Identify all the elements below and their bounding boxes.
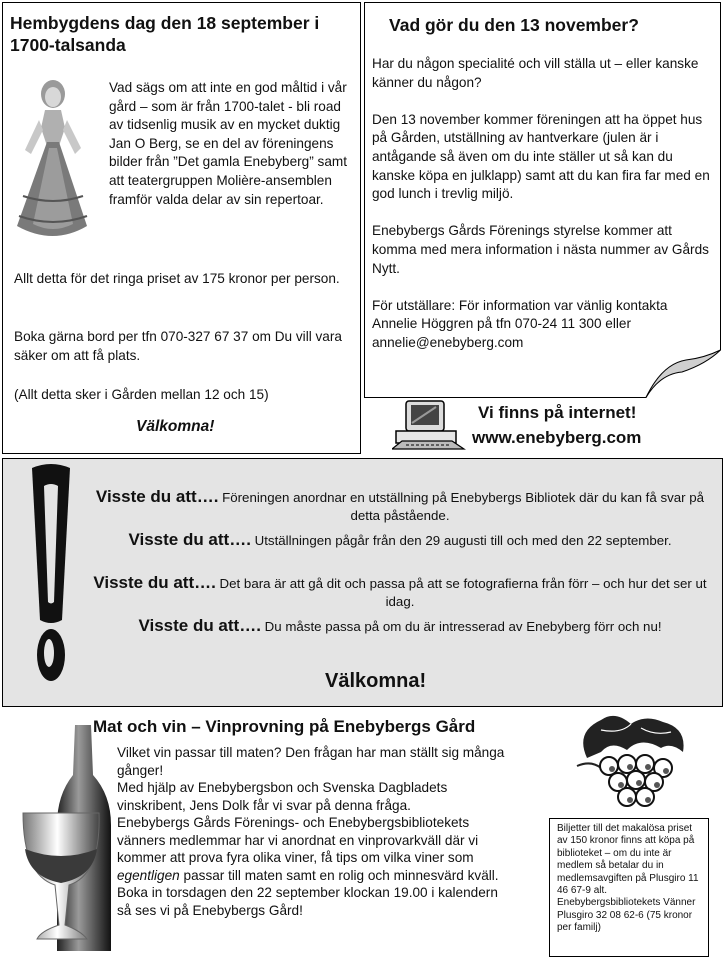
- visste-text: Föreningen anordnar en utställning på Enebybergs Bibliotek där du kan få svar på detta påstående.: [218, 490, 705, 523]
- hembygd-title: Hembygdens dag den 18 september i 1700-talsanda: [10, 13, 320, 55]
- hembygd-booking-text: Boka gärna bord per tfn 070-327 67 37 om Du vill vara säker om att få plats.: [14, 329, 342, 363]
- november-title: Vad gör du den 13 november?: [389, 15, 639, 35]
- wine-bottle-glass-image: [15, 725, 115, 957]
- visste-lead: Visste du att….: [93, 573, 216, 592]
- visste-text: Utställningen pågår från den 29 augusti till och med den 22 september.: [250, 533, 672, 548]
- wine-paragraph: Boka in torsdagen den 22 september klockan 19.00 i kalendern så ses vi på Enebybergs Gård!: [117, 885, 498, 918]
- website-link[interactable]: www.enebyberg.com: [472, 428, 642, 447]
- wine-paragraph: [117, 814, 515, 884]
- visste-item: [90, 574, 710, 610]
- november-paragraph: Enebybergs Gårds Förenings styrelse kommer att komma med mera information i nästa nummer av Gårds Nytt.: [372, 223, 709, 276]
- computer-icon: [392, 399, 470, 451]
- wine-paragraph: Med hjälp av Enebybergsbon och Svenska Dagbladets vinskribent, Jens Dolk får vi svar på denna fråga.: [117, 780, 448, 813]
- hembygd-time-note: (Allt detta sker i Gården mellan 12 och 15): [14, 387, 269, 402]
- november-body: [372, 55, 712, 371]
- wine-title: Mat och vin – Vinprovning på Enebybergs Gård: [93, 717, 476, 736]
- visste-welcome: Välkomna!: [325, 670, 427, 692]
- visste-item: [90, 531, 710, 550]
- visste-lead: Visste du att….: [128, 530, 251, 549]
- exclamation-icon: [22, 462, 80, 684]
- visste-text: Du måste passa på om du är intresserad av Enebyberg förr och nu!: [260, 619, 662, 634]
- visste-lead: Visste du att….: [138, 616, 261, 635]
- visste-item: [90, 617, 710, 636]
- wine-text: passar till maten samt en rolig och minnesvärd kväll.: [179, 867, 499, 883]
- visste-lead: Visste du att….: [95, 487, 219, 506]
- hembygd-welcome: Välkomna!: [136, 418, 215, 435]
- ticket-info-box: Biljetter till det makalösa priset av 150 kronor finns att köpa på biblioteket – om du inte är medlem så betalar du in medlemsavgiften på Plusgiro 11 46 67-9 alt. Enebybergsbibliotekets Vänner Plusgiro 32 08 62-6 (75 kronor per familj): [549, 818, 709, 957]
- grapes-icon: [571, 712, 699, 812]
- wine-paragraph: Vilket vin passar till maten? Den frågan har man ställt sig många gånger!: [117, 745, 505, 778]
- visste-item: [90, 488, 710, 524]
- november-paragraph: Har du någon specialité och vill ställa ut – eller kanske känner du någon?: [372, 56, 699, 90]
- november-paragraph: För utställare: För information var vänlig kontakta Annelie Höggren på tfn 070-24 11 300 eller annelie@enebyberg.com: [372, 297, 668, 350]
- hembygd-price-text: Allt detta för det ringa priset av 175 kronor per person.: [14, 271, 340, 286]
- november-paragraph: Den 13 november kommer föreningen att ha öppet hus på Gården, utställning av hantverkare (julen är i antågande så även om du inte ställer ut så kan du kanske köpa en julklapp) samt att du kan fira far med en god lunch i trevlig miljö.: [372, 111, 710, 202]
- period-costume-woman-photo: [9, 76, 95, 244]
- wine-body: [117, 744, 515, 919]
- hembygd-intro-text: Vad sägs om att inte en god måltid i vår gård – som är från 1700-talet - bli road av tidsenlig musik av en mycket duktig Jan O Berg, se en del av föreningens bilder från ”Det gamla Enebyberg” samt att teatergruppen Molière-ansemblen framför valda delar av sin repertoar.: [109, 80, 347, 207]
- visste-text: Det bara är att gå dit och passa på att se fotografierna från förr – och hur det ser ut idag.: [215, 576, 707, 609]
- internet-heading: Vi finns på internet!: [478, 403, 637, 422]
- wine-emphasis: egentligen: [117, 867, 180, 883]
- wine-text: Enebybergs Gårds Förenings- och Enebybergsbibliotekets vänners medlemmar har vi anordnat en vinprovarkväll där vi kommer att prova fyra olika viner, få tips om vilka viner som: [117, 815, 479, 865]
